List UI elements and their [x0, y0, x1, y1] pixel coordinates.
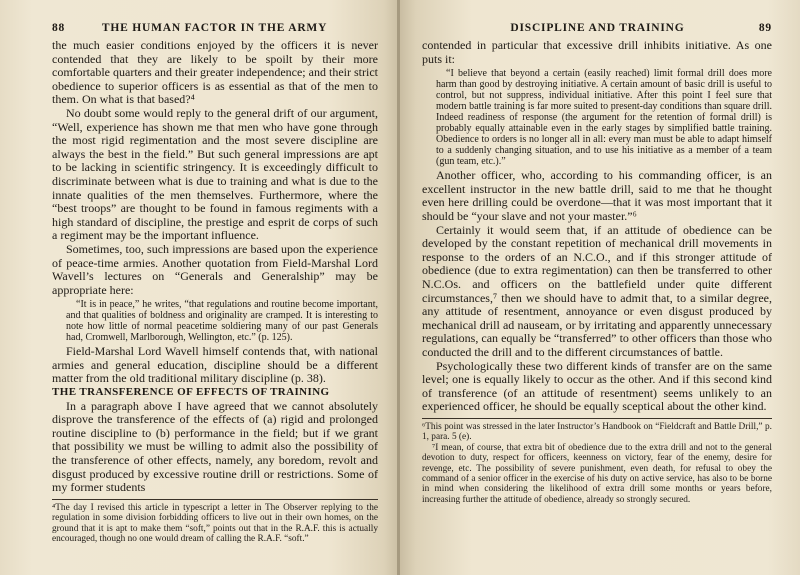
paragraph: Another officer, who, according to his commanding officer, is an excellent instructor in the new battle drill, said to me that he thought even here drilling could be overdone—that it was most important that it should be “your slave and not your master.”⁶ — [422, 168, 772, 223]
running-head: DISCIPLINE AND TRAINING — [510, 22, 685, 34]
block-quote — [66, 299, 378, 343]
paragraph: No doubt some would reply to the general drift of our argument, “Well, experience has shown me that men who have gone through the most rigid regimentation and the most severe discipline are always the best in the field.” But such general impressions are apt to be lacking in scientific stringency. It is exceedingly difficult to discriminate between what is due to training and what is due to the innate qualities of the men themselves. Furthermore, where the “best troops” are thought to be found in famous regiments with a high standard of discipline, the prestige and esprit de corps of such a regiment may be the important influence. — [52, 105, 378, 243]
page-number: 89 — [758, 22, 772, 34]
page-header — [422, 22, 772, 34]
page-number: 88 — [52, 22, 66, 34]
block-quote — [436, 68, 772, 167]
body-text — [422, 39, 772, 414]
paragraph: the much easier conditions enjoyed by the officers it is never contended that they are likely to be spoilt by their more comfortable quarters and their greater independence; and their strict obedience to superior officers is as essential as that of the men to them. On what is that based?⁴ — [52, 38, 378, 107]
section-heading: THE TRANSFERENCE OF EFFECTS OF TRAINING — [52, 386, 330, 399]
quote-text: “It is in peace,” he writes, “that regulations and routine become important, and that qualities of boldness and originality are cramped. It is interesting to note how little of normal peacetime soldiering many of our past Generals had, Cromwell, Marlborough, Wellington, etc.” (p. 125). — [66, 299, 378, 344]
paragraph: Psychologically these two different kinds of transfer are on the same level; one is equally likely to occur as the other. And if this second kind of transference (of an attitude of resentment) seems unlikely to an experienced officer, he should be equally sceptical about the other kind. — [422, 358, 772, 414]
paragraph: In a paragraph above I have agreed that we cannot absolutely disprove the transference of the effects of (a) rigid and prolonged routine discipline to (b) performance in the field; but if we grant that possibility we must be willing to admit also the possibility of the transference of other effects, namely, any boredom, revolt and disgust produced by excessive routine drill or restrictions. Some of my former students — [52, 398, 378, 495]
footnote: ⁴The day I revised this article in typescript a letter in The Observer replying to the regulation in some division forbidding officers to live out in their own homes, on the ground that it is apt to make them “soft,” points out that in the R.A.F. this is actually encouraged, though no one would dream of calling the R.A.F. “soft.” — [52, 502, 378, 545]
right-page — [400, 0, 800, 575]
body-text — [52, 39, 378, 495]
page-header — [52, 22, 378, 34]
footnotes — [52, 503, 378, 545]
paragraph: Field-Marshal Lord Wavell himself contends that, with national armies and general education, discipline should be a different matter from the old traditional military discipline (p. 38). — [52, 344, 378, 386]
paragraph: contended in particular that excessive drill inhibits initiative. As one puts it: — [422, 38, 772, 66]
footnote: ⁶This point was stressed in the later Instructor’s Handbook on “Fieldcraft and Battle Drill,” p. 1, para. 5 (e). — [422, 421, 772, 443]
footnote-divider — [422, 418, 772, 419]
footnotes — [422, 422, 772, 505]
footnote-divider — [52, 499, 378, 500]
running-head: THE HUMAN FACTOR IN THE ARMY — [101, 22, 328, 34]
footnote: ⁷I mean, of course, that extra bit of obedience due to the extra drill and not to the general devotion to duty, respect for officers, keenness on victory, fear of the enemy, desire for revenge, etc. The possibility of severe punishment, even death, for refusal to obey the command of a senior officer in the exercise of his duty on active service, has also to be borne in mind when considering the likelihood of extra drill some months or years before, increasing further the attitude of obedience, already so strongly secured. — [422, 442, 772, 505]
quote-text: “I believe that beyond a certain (easily reached) limit formal drill does more harm than good by destroying initiative. A certain amount of basic drill is useful to control, but not suppress, individual initiative. After this point I feel sure that modern battle training is far more suited to present-day conditions than square drill. Indeed readiness of response (the argument for the retention of formal drill) is probably equally attainable even in the early stages by simplified battle training. Obedience to orders is no longer all in all: every man must be able to adapt himself to a suddenly changing situation, and to use his initiative as a member of a team (gun team, etc.).” — [436, 68, 772, 168]
paragraph: Certainly it would seem that, if an attitude of obedience can be developed by the constant repetition of mechanical drill movements in response to the orders of an N.C.O., and if this stronger attitude of obedience (due to extra regimentation) can then be transferred to other N.C.Os. and officers on the battlefield under quite different circumstances,⁷ then we should have to admit that, to a similar degree, any attitude of resentment, annoyance or even disgust produced by mechanical drill ad nauseam, or by irritating and apparently unnecessary regulations, can equally be “transferred” to other officers than those who conducted the drill and to the different circumstances of battle. — [422, 222, 772, 359]
paragraph: Sometimes, too, such impressions are based upon the experience of peace-time armies. Another quotation from Field-Marshal Lord Wavell’s lectures on “Generals and Generalship” may be appropriate here: — [52, 241, 378, 297]
